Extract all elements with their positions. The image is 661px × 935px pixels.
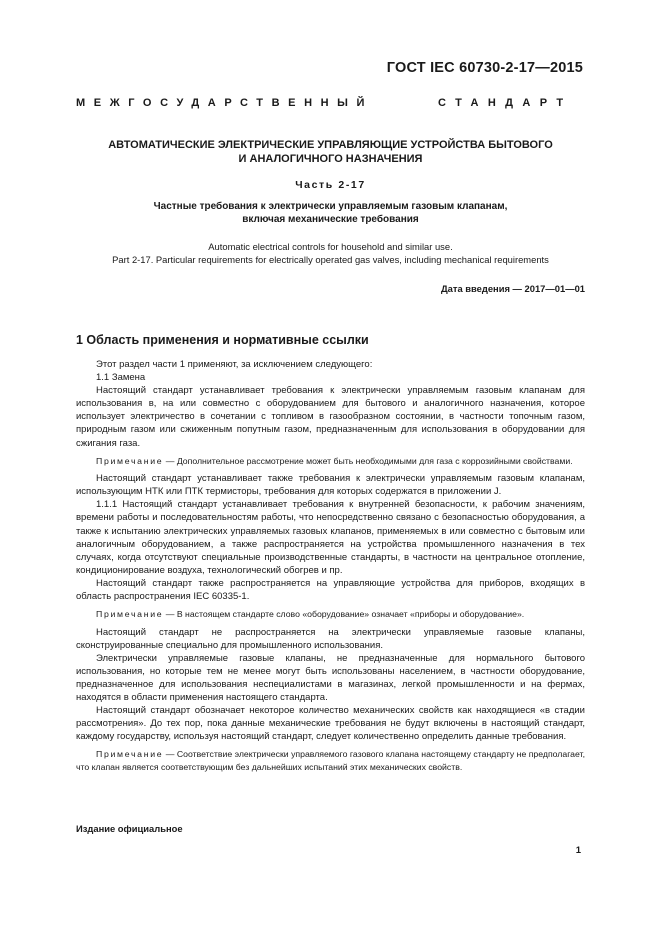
note-label: Примечание bbox=[96, 749, 164, 760]
paragraph-7: Настоящий стандарт обозначает некоторое количество механических свойств как находящиеся «в стадии рассмотрения». До тех пор, пока данные механические требования не будут включены в настоящий стандарт, каждому государству, используя настоящий стандарт, следует количественно определить данные требования. bbox=[76, 705, 585, 743]
title-line-2: И АНАЛОГИЧНОГО НАЗНАЧЕНИЯ bbox=[238, 153, 423, 165]
title-line-1: АВТОМАТИЧЕСКИЕ ЭЛЕКТРИЧЕСКИЕ УПРАВЛЯЮЩИЕ УСТРОЙСТВА БЫТОВОГО bbox=[108, 139, 553, 151]
gost-code: ГОСТ IEC 60730-2-17—2015 bbox=[386, 60, 583, 76]
document-title bbox=[76, 138, 585, 166]
intro-paragraph: Этот раздел части 1 применяют, за исключением следующего: bbox=[96, 359, 373, 370]
note-text: — Соответствие электрически управляемого газового клапана настоящему стандарту не предполагает, что клапан является соответствующим без дальнейших испытаний этих механических свойств. bbox=[76, 749, 585, 772]
part-subtitle bbox=[76, 200, 585, 226]
note-text: — В настоящем стандарте слово «оборудование» означает «приборы и оборудование». bbox=[165, 609, 525, 620]
note-3 bbox=[76, 748, 585, 773]
english-title-line-1: Automatic electrical controls for household and similar use. bbox=[208, 241, 453, 252]
subtitle-line-2: включая механические требования bbox=[242, 214, 419, 225]
note-label: Примечание bbox=[96, 455, 164, 466]
subsection-1-1: 1.1 Замена bbox=[96, 372, 146, 384]
paragraph-4: Настоящий стандарт также распространяется на управляющие устройства для приборов, входящих в область распространения IEC 60335-1. bbox=[76, 577, 585, 602]
paragraph-5: Настоящий стандарт не распространяется на электрически управляемые газовые клапаны, сконструированные специально для промышленного использования. bbox=[76, 626, 585, 651]
english-title-line-2: Part 2-17. Particular requirements for electrically operated gas valves, including mechanical requirements bbox=[112, 254, 549, 265]
page-number: 1 bbox=[575, 845, 581, 856]
note-label: Примечание bbox=[96, 609, 164, 620]
note-text: — Дополнительное рассмотрение может быть необходимыми для газа с коррозийными свойствами. bbox=[165, 455, 573, 466]
part-number: Часть 2-17 bbox=[295, 179, 366, 191]
english-title bbox=[70, 240, 591, 266]
paragraph-6: Электрически управляемые газовые клапаны, не предназначенные для нормального бытового использования, но которые тем не менее могут быть использованы населением, в частности оборудование, предназначенное для использования неспециалистами в магазинах, легкой промышленности и на фермах, находятся в области применения настоящего стандарта. bbox=[76, 652, 585, 704]
paragraph-3: 1.1.1 Настоящий стандарт устанавливает требования к внутренней безопасности, к рабочим значениям, времени работы и последовательностям работы, что непосредственно связано с безопасностью оборудования, а также к испытанию электрических управляемых газовых клапанов, применяемых в или совместно с бытовым или аналогичным оборудованием, а также распространяется на устройства промышленного назначения в тех случаях, когда отсутствуют специальные производственные стандарты, в частности на центральное отопление, кондиционирование воздуха, технологический обогрев и пр. bbox=[76, 499, 585, 576]
note-1 bbox=[76, 455, 585, 468]
section-body bbox=[76, 358, 585, 773]
paragraph-1: Настоящий стандарт устанавливает требования к электрически управляемым газовым клапанам для использования в, на или совместно с оборудованием для бытового и аналогичного назначения, которое использует электричество в сочетании с топливом в газообразном состоянии, в частности топочным газом, природным газом или сжиженным попутным газом, предназначенным для использования в оборудовании для сжигания газа. bbox=[76, 385, 585, 449]
standard-heading: СТАНДАРТ bbox=[438, 97, 573, 109]
subtitle-line-1: Частные требования к электрически управляемым газовым клапанам, bbox=[153, 201, 508, 212]
paragraph-2: Настоящий стандарт устанавливает также требования к электрически управляемым газовым клапанам, использующим НТК или ПТК термисторы, требования для которых содержатся в приложении J. bbox=[76, 473, 585, 498]
note-2 bbox=[76, 608, 585, 621]
introduction-date: Дата введения — 2017—01—01 bbox=[440, 283, 585, 294]
interstate-heading: МЕЖГОСУДАРСТВЕННЫЙ bbox=[76, 97, 374, 109]
official-edition: Издание официальное bbox=[76, 823, 183, 834]
section-heading: 1 Область применения и нормативные ссылки bbox=[76, 333, 369, 347]
